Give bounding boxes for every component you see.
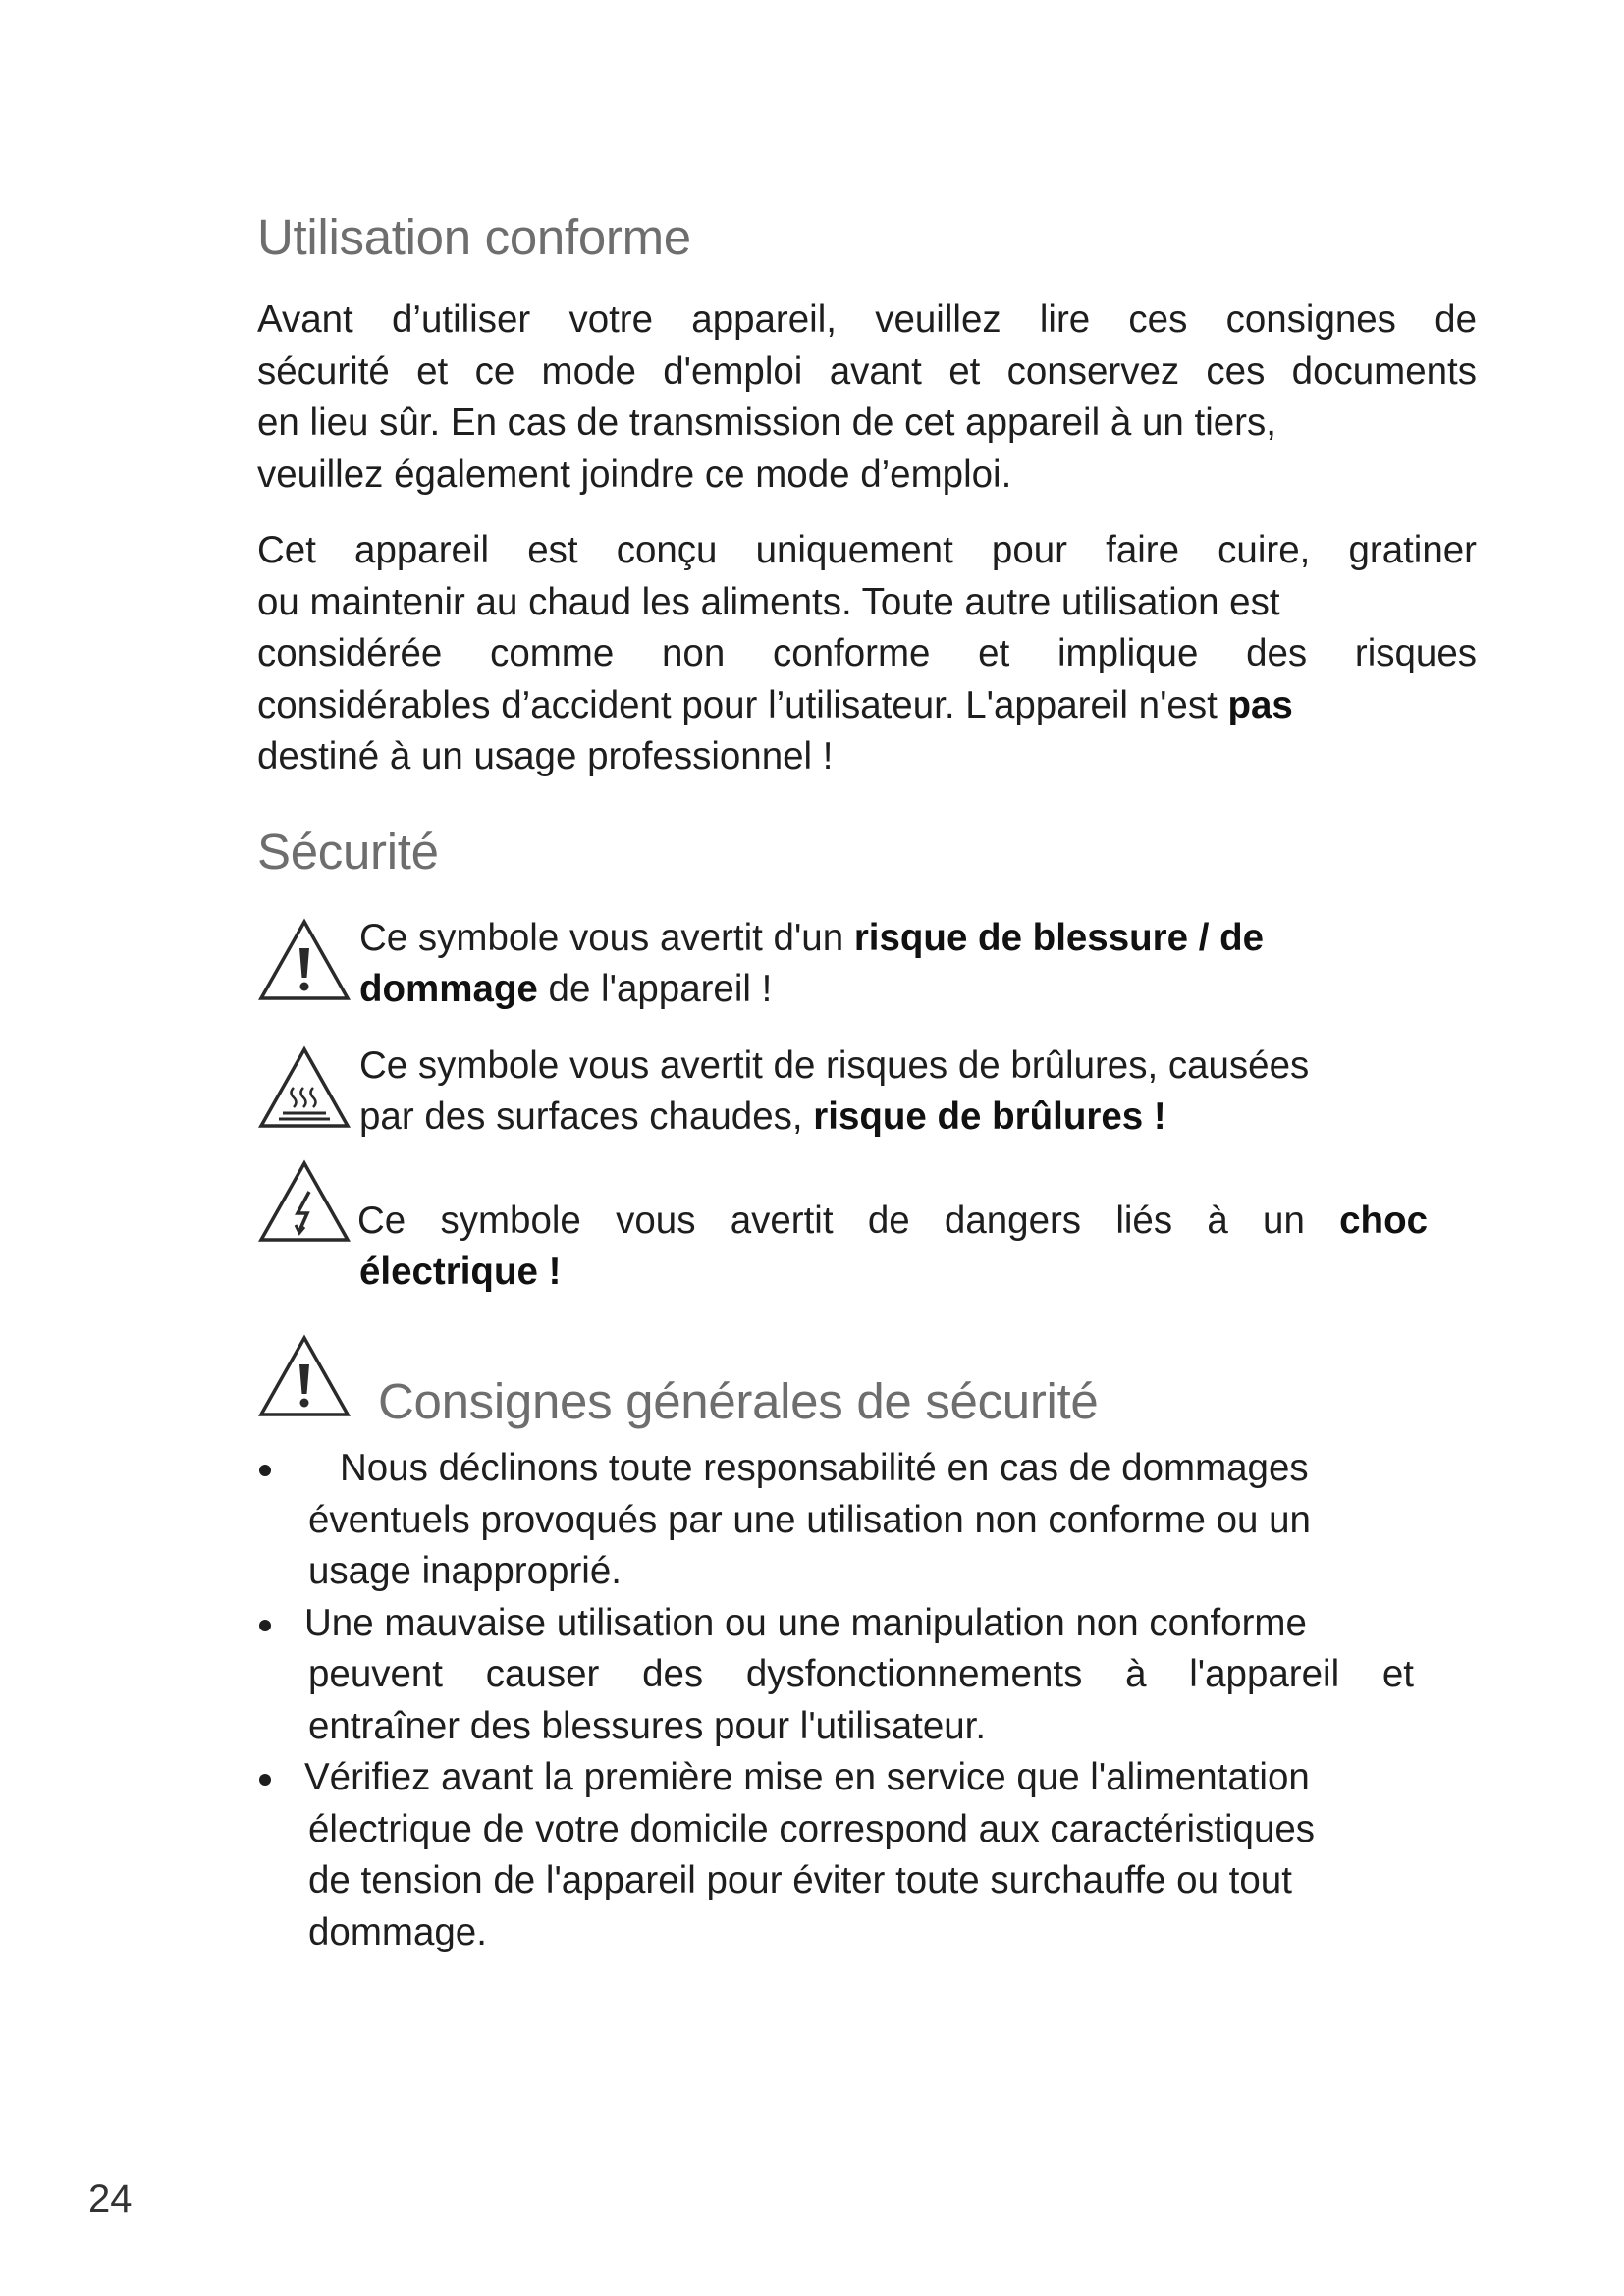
usage-p2-line-4-text: considérables d’accident pour l’utilisateur. L'appareil n'est bbox=[257, 683, 1228, 726]
bullet-2-line-1: Une mauvaise utilisation ou une manipulation non conforme bbox=[304, 1601, 1307, 1644]
electric-shock-icon bbox=[257, 1158, 352, 1245]
warning-injury-line-1 bbox=[359, 913, 1430, 964]
warning-electric-line-1 bbox=[357, 1196, 1428, 1247]
usage-section-title: Utilisation conforme bbox=[257, 209, 691, 265]
usage-p1-line-3: en lieu sûr. En cas de transmission de cet appareil à un tiers, bbox=[257, 401, 1276, 444]
warning-burn-bold: risque de brûlures ! bbox=[813, 1095, 1166, 1138]
page-number: 24 bbox=[88, 2177, 133, 2220]
warning-electric-bold-2: électrique ! bbox=[359, 1251, 562, 1293]
bullet-3-line-1: Vérifiez avant la première mise en service que l'alimentation bbox=[304, 1756, 1310, 1798]
usage-p1-line-2: sécurité et ce mode d'emploi avant et conservez ces documents bbox=[257, 349, 1477, 393]
safety-section-title: Sécurité bbox=[257, 824, 439, 880]
usage-p1-line-4: veuillez également joindre ce mode d’emploi. bbox=[257, 453, 1012, 496]
list-item bbox=[247, 1598, 1455, 1753]
bullet-3-line-4: dommage. bbox=[308, 1910, 487, 1953]
bullet-2-line-3: entraîner des blessures pour l'utilisateur. bbox=[308, 1704, 987, 1747]
bullet-1-line-2: éventuels provoqués par une utilisation non conforme ou un bbox=[308, 1498, 1311, 1541]
usage-p1-line-1: Avant d’utiliser votre appareil, veuillez lire ces consignes de bbox=[257, 298, 1477, 341]
usage-paragraph-1 bbox=[257, 294, 1477, 501]
warning-electric-line-2 bbox=[357, 1247, 1428, 1298]
bullet-icon bbox=[259, 1620, 271, 1631]
warning-electric-pre: Ce symbole vous avertit de dangers liés à un bbox=[357, 1200, 1340, 1242]
bullet-3-line-3: de tension de l'appareil pour éviter toute surchauffe ou tout bbox=[308, 1859, 1292, 1901]
bullet-1-line-1: Nous déclinons toute responsabilité en cas de dommages bbox=[340, 1447, 1309, 1489]
general-safety-list bbox=[247, 1443, 1455, 1958]
usage-p2-line-2: ou maintenir au chaud les aliments. Toute autre utilisation est bbox=[257, 580, 1280, 623]
usage-p2-line-1: Cet appareil est conçu uniquement pour faire cuire, gratiner bbox=[257, 529, 1477, 571]
warning-injury-pre: Ce symbole vous avertit d'un bbox=[359, 917, 854, 959]
general-safety-title: Consignes générales de sécurité bbox=[378, 1373, 1099, 1429]
warning-triangle-icon bbox=[257, 917, 352, 1003]
usage-p2-line-4 bbox=[257, 680, 1477, 732]
warning-triangle-icon bbox=[257, 1333, 352, 1419]
list-item bbox=[247, 1443, 1455, 1598]
warning-injury-text bbox=[359, 913, 1430, 1015]
usage-p2-bold-pas: pas bbox=[1227, 683, 1293, 726]
warning-burn-pre: par des surfaces chaudes, bbox=[359, 1095, 814, 1138]
warning-electric-text bbox=[357, 1196, 1428, 1298]
bullet-2-line-2: peuvent causer des dysfonctionnements à l'appareil et bbox=[308, 1653, 1414, 1695]
warning-injury-bold-1: risque de blessure / de bbox=[853, 917, 1265, 959]
bullet-icon bbox=[259, 1774, 271, 1786]
list-item bbox=[247, 1752, 1455, 1958]
warning-injury-post: de l'appareil ! bbox=[537, 968, 773, 1010]
bullet-icon bbox=[259, 1465, 271, 1476]
warning-burn-line-2 bbox=[359, 1092, 1430, 1143]
usage-p2-line-3: considérée comme non conforme et implique des risques bbox=[257, 632, 1477, 674]
warning-burn-text bbox=[359, 1041, 1430, 1143]
warning-injury-line-2 bbox=[359, 964, 1430, 1015]
usage-p2-line-5: destiné à un usage professionnel ! bbox=[257, 735, 834, 777]
warning-electric-bold-1: choc bbox=[1339, 1200, 1428, 1242]
warning-injury-bold-2: dommage bbox=[359, 968, 538, 1010]
warning-burn-line-1: Ce symbole vous avertit de risques de brûlures, causées bbox=[359, 1044, 1310, 1087]
usage-paragraph-2 bbox=[257, 525, 1477, 783]
hot-surface-icon bbox=[257, 1044, 352, 1131]
bullet-3-line-2: électrique de votre domicile correspond aux caractéristiques bbox=[308, 1807, 1316, 1850]
bullet-1-line-3: usage inapproprié. bbox=[308, 1550, 622, 1592]
